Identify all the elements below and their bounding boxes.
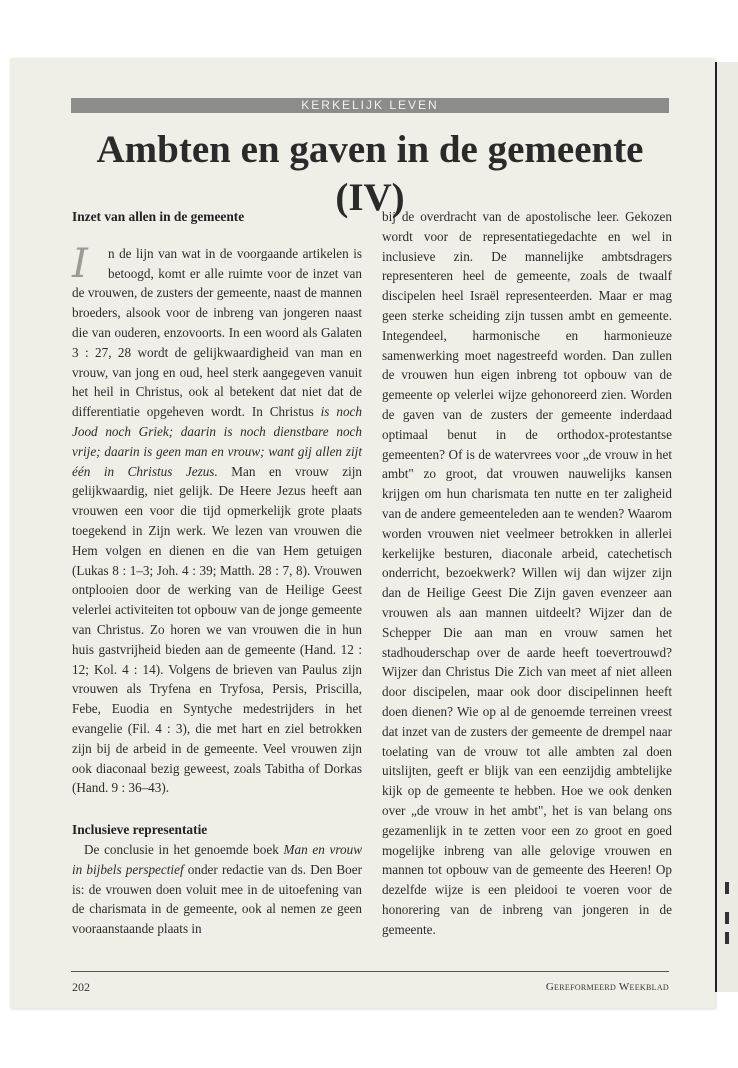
drop-cap: I [72,240,88,287]
left-column [72,207,362,939]
scripture-quote: is noch Jood noch Griek; daarin is noch dienstbare noch vrije; daarin is geen man en vrouw; want gij allen zijt één in Christus Jezus. [72,404,362,479]
paragraph-continuation: bij de overdracht van de apostolische leer. Gekozen wordt voor de representatiegedachte en wel in inclusieve zin. De mannelijke ambtsdragers representeren heel de gemeente, zoals de twaalf discipelen heel Israël representeerden. Maar er mag geen sterke scheiding zijn tussen ambt en gemeente. Integendeel, harmonische en harmonieuze samenwerking moet nagestreefd worden. Dan zullen de vrouwen hun eigen inbreng tot opbouw van de gemeente op velerlei wijze gehonoreerd zien. Worden de gaven van de zusters der gemeente inderdaad optimaal benut in de orthodox-protestantse gemeenten? Of is de watervrees voor „de vrouw in het ambt" zo groot, dat vrouwen nauwelijks kansen krijgen om hun charismata ten nutte en ter zaligheid van de andere gemeenteleden aan te wenden? Waarom worden vrouwen niet veelmeer betrokken in allerlei kerkelijke besturen, diaconale arbeid, catechetisch onderricht, bezoekwerk? Willen wij dan wijzer zijn dan de Heilige Geest Die Zijn gaven evenzeer aan vrouwen als aan mannen uitdeelt? Wijzer dan de Schepper Die aan man en vrouw samen het stadhouderschap over de aarde heeft toevertrouwd? Wijzer dan Christus Die Zich van meet af niet alleen door discipelen, maar ook door discipelinnen heeft doen dienen? Wie op al de genoemde terreinen vreest dat inzet van de zusters der gemeente de drempel naar toelating van de vrouw tot alle ambten zal doen uitslijten, geeft er blijk van een eenzijdig ambtelijke kijk op de gemeente te hebben. Hoe we ook denken over „de vrouw in het ambt", het is van belang ons gezamenlijk in te zetten voor een zo groot en goed mogelijke inbreng van alle gelovige vrouwen en mannen tot opbouw van de gemeente des Heeren! Op dezelfde wijze is een pleidooi te voeren voor de honorering van de inbreng van jongeren in de gemeente. [382,209,672,937]
paragraph-conclusie [72,840,362,939]
paragraph-text: n de lijn van wat in de voorgaande artikelen is betoogd, komt er alle ruimte voor de inzet van de vrouwen, de zusters der gemeente, naast de mannen broeders, alsook voor de inbreng van jongeren naast die van ouderen, enzovoorts. In een woord als Galaten 3 : 27, 28 wordt de gelijkwaardigheid van man en vrouw, van jong en oud, heel sterk aangegeven vanuit het heil in Christus, ook al betekent dat niet dat de differentiatie opgeheven wordt. In Christus [72,245,362,420]
page-number: 202 [72,980,90,994]
paragraph-text: onder redactie van ds. Den Boer is: de vrouwen doen voluit mee in de uitoefening van de charismata in de gemeente, ook al nemen ze geen vooraanstaande plaats in [72,861,363,937]
next-page-text-fragment [725,932,729,944]
magazine-name: Gereformeerd Weekblad [545,981,669,993]
paragraph-text: De conclusie in het genoemde boek [84,841,284,857]
article-title: Ambten en gaven in de gemeente (IV) [96,128,644,219]
section-label: KERKELIJK LEVEN [71,98,669,113]
next-page-edge [715,62,738,992]
paragraph-intro [72,240,362,798]
book-title: Man en vrouw in bijbels perspectief [72,841,362,877]
subheading-inzet: Inzet van allen in de gemeente [72,209,245,224]
footer-divider [71,971,669,972]
next-page-text-fragment [725,912,729,924]
next-page-text-fragment [725,882,729,894]
right-column [382,207,672,939]
subheading-representatie: Inclusieve representatie [72,822,208,838]
paragraph-text: Man en vrouw zijn gelijkwaardig, niet gelijk. De Heere Jezus heeft aan vrouwen een voor die tijd opmerkelijk grote plaats toegekend in Zijn werk. We lezen van vrouwen die Hem volgen en dienen en die van Hem getuigen (Lukas 8 : 1–3; Joh. 4 : 39; Matth. 28 : 7, 8). Vrouwen ontplooien door de werking van de Heilige Geest velerlei activiteiten tot opbouw van de jonge gemeente van Christus. Zo horen we van vrouwen die in hun huis gastvrijheid bieden aan de gemeente (Hand. 12 : 12; Kol. 4 : 14). Volgens de brieven van Paulus zijn vrouwen als Tryfena en Tryfosa, Persis, Priscilla, Febe, Euodia en Syntyche medestrijders in het evangelie (Fil. 4 : 3), die met hart en ziel betrokken zijn bij de arbeid in de gemeente. Veel vrouwen zijn ook diaconaal bezig geweest, zoals Tabitha of Dorkas (Hand. 9 : 36–43). [72,463,362,796]
